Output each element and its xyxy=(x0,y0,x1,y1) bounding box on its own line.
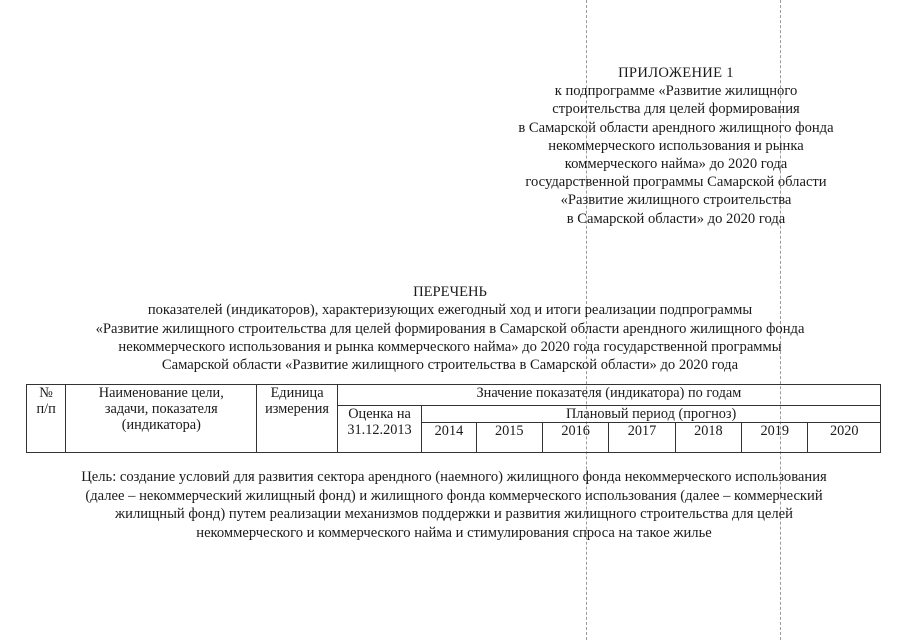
appendix-line: государственной программы Самарской области xyxy=(525,174,827,191)
list-line: Самарской области «Развитие жилищного строительства в Самарской области» до 2020 года xyxy=(161,357,739,374)
year-2014: 2014 xyxy=(422,423,476,453)
appendix-line: в Самарской области» до 2020 года xyxy=(566,210,786,227)
appendix-heading xyxy=(470,64,882,228)
values-group-header: Значение показателя (индикатора) по годам xyxy=(337,385,880,406)
appendix-line: в Самарской области арендного жилищного фонда xyxy=(518,119,834,136)
goal-line: (далее – некоммерческий жилищный фонд) и жилищного фонда коммерческого использования (далее – коммерческий xyxy=(85,487,823,504)
year-2016: 2016 xyxy=(542,423,608,453)
appendix-line: «Развитие жилищного строительства xyxy=(560,192,792,209)
year-2019: 2019 xyxy=(742,423,808,453)
col-unit-header: Единица измерения xyxy=(257,385,337,453)
appendix-line: коммерческого найма» до 2020 года xyxy=(564,156,788,173)
appendix-title: ПРИЛОЖЕНИЕ 1 xyxy=(618,65,734,81)
goal-line: жилищный фонд) путем реализации механизмов поддержки и развития жилищного строительства для целей xyxy=(115,506,793,523)
col-number-header: № п/п xyxy=(27,385,66,453)
indicators-table xyxy=(26,384,881,453)
year-2017: 2017 xyxy=(609,423,675,453)
estimate-header: Оценка на 31.12.2013 xyxy=(337,406,421,453)
year-2015: 2015 xyxy=(476,423,542,453)
col-name-header: Наименование цели, задачи, показателя (индикатора) xyxy=(66,385,257,453)
appendix-line: строительства для целей формирования xyxy=(552,101,800,118)
list-line: некоммерческого использования и рынка коммерческого найма» до 2020 года государственной программы xyxy=(118,338,782,355)
year-2018: 2018 xyxy=(675,423,741,453)
year-2020: 2020 xyxy=(808,423,881,453)
list-title: ПЕРЕЧЕНЬ xyxy=(413,284,487,300)
appendix-line: некоммерческого использования и рынка xyxy=(548,137,804,154)
goal-line: Цель: создание условий для развития сектора арендного (наемного) жилищного фонда некоммерческого использования xyxy=(81,469,827,485)
list-heading xyxy=(20,283,880,374)
goal-statement xyxy=(28,468,880,542)
list-line: «Развитие жилищного строительства для целей формирования в Самарской области арендного жилищного фонда xyxy=(95,320,805,337)
list-line: показателей (индикаторов), характеризующих ежегодный ход и итоги реализации подпрограммы xyxy=(147,302,753,319)
appendix-line: к подпрограмме «Развитие жилищного xyxy=(554,83,798,100)
plan-period-header: Плановый период (прогноз) xyxy=(422,406,881,423)
goal-line: некоммерческого и коммерческого найма и стимулирования спроса на такое жилье xyxy=(196,524,712,541)
